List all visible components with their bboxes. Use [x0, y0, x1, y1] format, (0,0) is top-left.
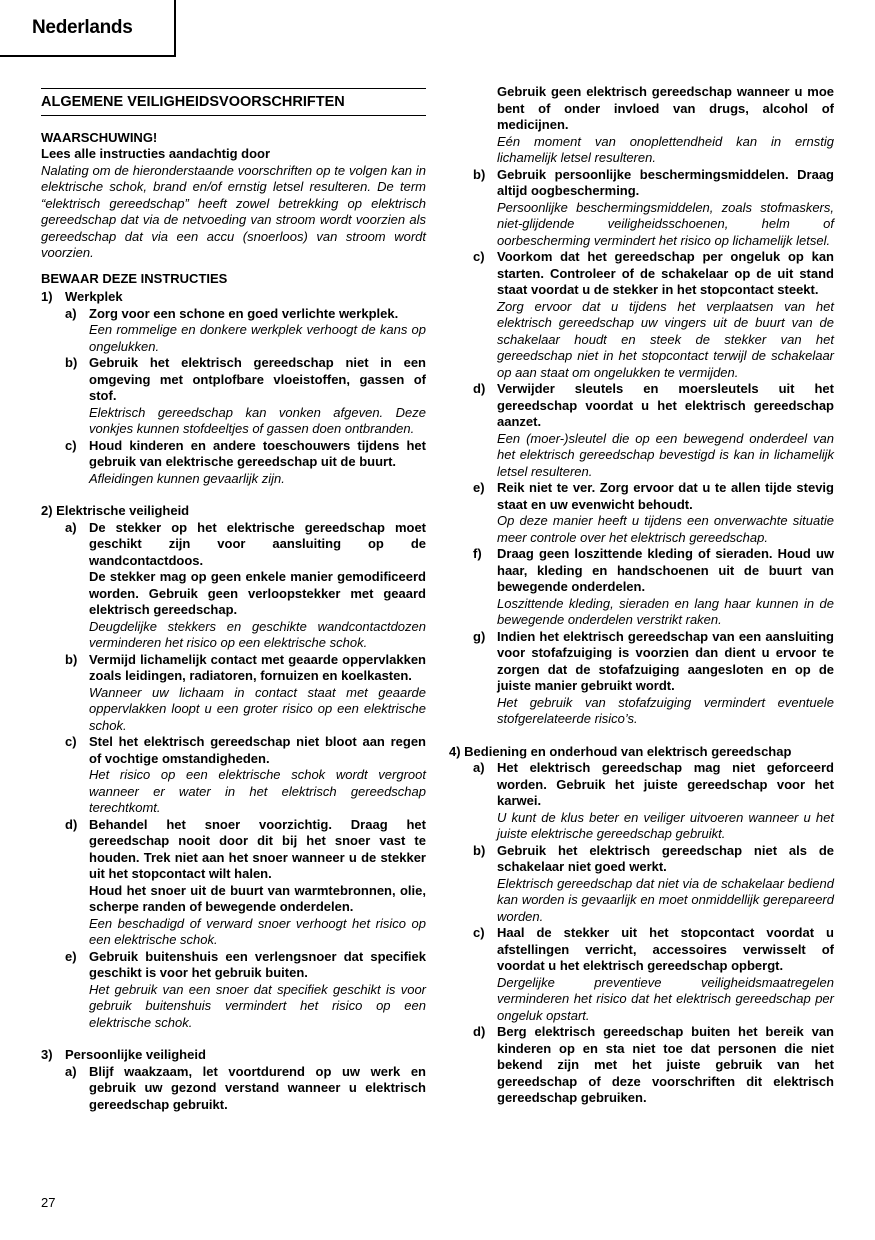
item-label: c)	[65, 437, 77, 453]
left-column	[41, 84, 426, 1113]
item-explanation: Dergelijke preventieve veiligheidsmaatregelen verminderen het risico dat het elektrisch gereedschap per ongeluk opstart.	[497, 974, 834, 1023]
list-item-3a	[41, 1064, 426, 1114]
item-instruction: Verwijder sleutels en moersleutels uit het gereedschap voordat u het elektrisch gereedschap aanzet.	[497, 381, 834, 429]
item-label: a)	[473, 760, 485, 775]
page-number: 27	[41, 1195, 56, 1210]
item-instruction: Gebruik het elektrisch gereedschap niet in een omgeving met ontplofbare vloeistoffen, gassen of stof.	[89, 355, 426, 403]
item-instruction: Zorg voor een schone en goed verlichte werkplek.	[89, 305, 399, 321]
item-instruction: Haal de stekker uit het stopcontact voordat u afstellingen verricht, accessoires verwisselt of voordat u het elektrisch gereedschap opbergt.	[497, 925, 834, 973]
item-instruction: Houd kinderen en andere toeschouwers tijdens het gebruik van elektrische gereedschap uit de buurt.	[89, 437, 426, 469]
item-instruction: Vermijd lichamelijk contact met geaarde oppervlakken zoals leidingen, radiatoren, fornuizen en koelkasten.	[89, 651, 426, 683]
section-3-title: Persoonlijke veiligheid	[65, 1047, 206, 1062]
item-instruction: Gebruik geen elektrisch gereedschap wanneer u moe bent of onder invloed van drugs, alcohol of medicijnen.	[497, 84, 834, 132]
section-2-heading: 2) Elektrische veiligheid	[41, 503, 190, 518]
item-label: b)	[473, 842, 486, 858]
item-explanation: Afleidingen kunnen gevaarlijk zijn.	[89, 470, 285, 486]
item-label: a)	[65, 519, 77, 535]
item-explanation: Een rommelige en donkere werkplek verhoogt de kans op ongelukken.	[89, 322, 426, 354]
item-label: a)	[65, 1063, 77, 1079]
item-instruction: Gebruik buitenshuis een verlengsnoer dat specifiek geschikt is voor het gebruik buiten.	[89, 948, 426, 980]
list-item-3d	[449, 381, 834, 480]
list-item-4a	[449, 760, 834, 843]
item-explanation: Persoonlijke beschermingsmiddelen, zoals stofmaskers, niet-glijdende veiligheidsschoenen, helm of oorbescherming vermindert het risico op lichamelijk letsel.	[497, 199, 834, 248]
warning-heading: WAARSCHUWING!	[41, 129, 158, 145]
list-item-3c	[449, 249, 834, 381]
intro-paragraph: Nalating om de hieronderstaande voorschriften op te volgen kan in elektrische schok, brand en/of ernstig letsel resulteren. De term “elektrisch gereedschap” heeft zowel betrekking op elektrisch gereedschap dat via de netvoeding van stroom wordt voorzien als gereedschap dat via een accu (snoerloos) van stroom wordt voorzien.	[41, 162, 426, 260]
item-instruction: Gebruik het elektrisch gereedschap niet als de schakelaar niet goed werkt.	[497, 842, 834, 874]
list-item-3g	[449, 629, 834, 728]
item-explanation: Elektrisch gereedschap dat niet via de schakelaar bediend kan worden is gevaarlijk en moet onmiddellijk gerepareerd worden.	[497, 875, 834, 924]
item-label: b)	[473, 166, 486, 182]
section-3-number: 3)	[41, 1047, 53, 1062]
item-instruction: Berg elektrisch gereedschap buiten het bereik van kinderen op en sta niet toe dat personen die niet bekend zijn met het juiste gebruik van het gereedschap of deze voorschriften dit elektrisch gereedschap gebruiken.	[497, 1024, 834, 1105]
item-explanation: U kunt de klus beter en veiliger uitvoeren wanneer u het juiste elektrische gereedschap gebruikt.	[497, 809, 834, 841]
item-label: c)	[65, 734, 77, 749]
item-explanation: Op deze manier heeft u tijdens een onverwachte situatie meer controle over het elektrisch gereedschap.	[497, 513, 834, 545]
list-item-1c	[41, 438, 426, 488]
read-all-instructions: Lees alle instructies aandachtig door	[41, 146, 271, 161]
item-label: a)	[65, 305, 77, 321]
item-instruction: Voorkom dat het gereedschap per ongeluk op kan starten. Controleer of de schakelaar op de uit stand staat voordat u de stekker in het stopcontact steekt.	[497, 249, 834, 297]
item-explanation: Het gebruik van een snoer dat specifiek geschikt is voor gebruik buitenshuis vermindert het risico op een elektrische schok.	[89, 981, 426, 1030]
section-1-title: Werkplek	[65, 289, 123, 304]
item-label: b)	[65, 355, 78, 370]
item-label: g)	[473, 628, 486, 644]
item-explanation: Zorg ervoor dat u tijdens het verplaatsen van het elektrisch gereedschap uw vingers uit de buurt van de schakelaar houdt en steek de stekker van het gereedschap niet in het stopcontact terwijl de schakelaar op aan staat om ongelukken te vermijden.	[497, 298, 834, 380]
language-label: Nederlands	[32, 17, 133, 38]
list-item-3e	[449, 480, 834, 546]
list-item-2b	[41, 652, 426, 735]
section-1-number: 1)	[41, 289, 53, 304]
list-item-2d	[41, 817, 426, 949]
item-instruction: Reik niet te ver. Zorg ervoor dat u te allen tijde stevig staat en uw evenwicht behoudt.	[497, 480, 834, 512]
item-explanation: Loszittende kleding, sieraden en lang haar kunnen in de bewegende onderdelen verstrikt raken.	[497, 595, 834, 627]
list-item-1a	[41, 306, 426, 356]
item-instruction: Behandel het snoer voorzichtig. Draag het gereedschap nooit door dit bij het snoer vast te houden. Trek niet aan het snoer wanneer u de stekker uit het stopcontact wilt halen.	[89, 816, 426, 881]
right-column	[449, 84, 834, 1107]
list-item-3f	[449, 546, 834, 629]
item-label: c)	[473, 249, 485, 264]
item-instruction: Het elektrisch gereedschap mag niet geforceerd worden. Gebruik het juiste gereedschap voor het karwei.	[497, 760, 834, 808]
language-tab	[0, 0, 176, 57]
list-item-2e	[41, 949, 426, 1032]
section-4-heading: 4) Bediening en onderhoud van elektrisch gereedschap	[449, 743, 792, 759]
item-label: e)	[65, 948, 77, 964]
section-3-heading	[41, 1047, 426, 1064]
list-item-3b	[449, 167, 834, 250]
list-item-2a	[41, 520, 426, 652]
item-explanation: Elektrisch gereedschap kan vonken afgeven. Deze vonkjes kunnen stofdeeltjes of gassen doen ontbranden.	[89, 404, 426, 436]
list-item-1b	[41, 355, 426, 438]
item-instruction: De stekker op het elektrische gereedschap moet geschikt zijn voor aansluiting op de wandcontactdoos.	[89, 519, 426, 568]
list-item-4c	[449, 925, 834, 1024]
item-label: f)	[473, 546, 482, 561]
item-explanation: Het risico op een elektrische schok wordt vergroot wanneer er water in het elektrisch gereedschap terechtkomt.	[89, 767, 426, 815]
item-label: d)	[65, 816, 78, 832]
item-instruction: Indien het elektrisch gereedschap van een aansluiting voor stofafzuiging is voorzien dan dient u ervoor te zorgen dat de stofafzuiging aangesloten en op de juiste manier gebruikt wordt.	[497, 628, 834, 693]
item-label: b)	[65, 651, 78, 667]
item-explanation: Een beschadigd of verward snoer verhoogt het risico op een elektrische schok.	[89, 915, 426, 947]
item-instruction: Stel het elektrisch gereedschap niet bloot aan regen of vochtige omstandigheden.	[89, 734, 426, 766]
item-instruction: De stekker mag op geen enkele manier gemodificeerd worden. Gebruik geen verloopstekker met geaard elektrisch gereedschap.	[89, 569, 426, 617]
item-label: d)	[473, 1024, 486, 1039]
keep-instructions: BEWAAR DEZE INSTRUCTIES	[41, 270, 228, 286]
item-instruction: Draag geen loszittende kleding of sieraden. Houd uw haar, kleding en handschoenen uit de buurt van bewegende onderdelen.	[497, 546, 834, 594]
list-item-2c	[41, 734, 426, 817]
list-item-4b	[449, 843, 834, 926]
item-explanation: Het gebruik van stofafzuiging vermindert eventuele stofgerelateerde risico’s.	[497, 694, 834, 726]
item-instruction: Blijf waakzaam, let voortdurend op uw werk en gebruik uw gezond verstand wanneer u elektrisch gereedschap gebruikt.	[89, 1063, 426, 1112]
item-explanation: Deugdelijke stekkers en geschikte wandcontactdozen verminderen het risico op een elektrische schok.	[89, 618, 426, 650]
item-instruction: Houd het snoer uit de buurt van warmtebronnen, olie, scherpe randen of bewegende onderdelen.	[89, 882, 426, 914]
section-title: ALGEMENE VEILIGHEIDSVOORSCHRIFTEN	[41, 88, 426, 116]
item-label: e)	[473, 480, 485, 495]
item-instruction: Gebruik persoonlijke beschermingsmiddelen. Draag altijd oogbescherming.	[497, 166, 834, 198]
section-1-heading	[41, 289, 426, 306]
item-label: d)	[473, 381, 486, 396]
item-explanation: Een (moer-)sleutel die op een bewegend onderdeel van het elektrisch gereedschap bevestigd is kan in lichamelijk letsel resulteren.	[497, 430, 834, 479]
item-explanation: Wanneer uw lichaam in contact staat met geaarde oppervlakken loopt u een groter risico op een elektrische schok.	[89, 684, 426, 733]
list-item-4d	[449, 1024, 834, 1107]
item-explanation: Eén moment van onoplettendheid kan in ernstig lichamelijk letsel resulteren.	[497, 133, 834, 165]
item-label: c)	[473, 925, 485, 940]
